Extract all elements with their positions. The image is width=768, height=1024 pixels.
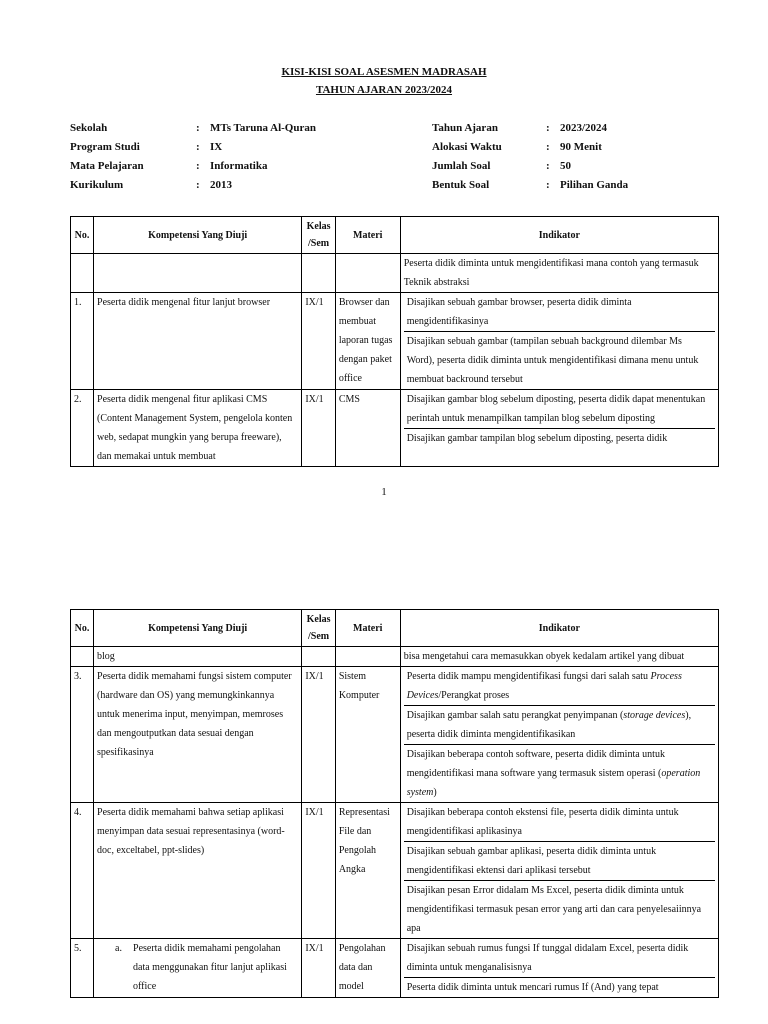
info-label: Sekolah: [70, 122, 108, 134]
col-header-kelas: [302, 610, 335, 647]
cell-no: 1.: [71, 293, 94, 390]
indikator-item: Disajikan gambar tampilan blog sebelum diposting, peserta didik: [406, 433, 668, 444]
cell-kompetensi: Peserta didik mengenal fitur lanjut browser: [94, 293, 302, 390]
info-row-sekolah: [70, 122, 410, 141]
col-header-kelas: [302, 217, 335, 254]
indikator-item: [404, 667, 715, 706]
indikator-item: Peserta didik diminta untuk mencari rumus If (And) yang tepat: [406, 982, 659, 993]
cell-kompetensi: Peserta didik memahami bahwa setiap aplikasi menyimpan data sesuai representasinya (word-doc, exceltabel, ppt-slides): [94, 803, 302, 939]
kelas-line-2: /Sem: [308, 238, 330, 249]
info-value: 90 Menit: [560, 141, 602, 153]
cell-kelas: IX/1: [302, 293, 335, 390]
cell-no: [71, 647, 94, 667]
col-header-kompetensi: Kompetensi Yang Diuji: [94, 610, 302, 647]
indikator-text: Disajikan gambar salah satu perangkat penyimpanan (: [406, 710, 624, 721]
col-header-materi: Materi: [335, 610, 400, 647]
cell-kompetensi: [94, 254, 302, 293]
info-row-jumlah-soal: [432, 160, 732, 179]
info-label: Kurikulum: [70, 179, 124, 191]
info-colon: :: [546, 122, 550, 134]
indikator-item: Disajikan beberapa contoh ekstensi file, peserta didik diminta untuk mengidentifikasi aplikasinya: [404, 803, 715, 842]
info-value: Informatika: [210, 160, 268, 172]
indikator-item: Disajikan gambar blog sebelum diposting, peserta didik dapat menentukan perintah untuk menampilkan tampilan blog sebelum diposting: [404, 390, 715, 429]
indikator-item: Disajikan pesan Error didalam Ms Excel, peserta didik diminta untuk mengidentifikasi termasuk pesan error yang arti dan cara penyelesaiinnya apa: [406, 885, 702, 934]
info-colon: :: [196, 141, 200, 153]
info-label: Tahun Ajaran: [432, 122, 498, 134]
info-value: 2023/2024: [560, 122, 608, 134]
col-header-no: No.: [71, 610, 94, 647]
info-row-mata-pelajaran: [70, 160, 410, 179]
cell-kelas: IX/1: [302, 667, 335, 803]
cell-kompetensi: [94, 939, 302, 998]
sub-item-marker: a.: [115, 943, 122, 954]
col-header-indikator: Indikator: [400, 217, 718, 254]
col-header-materi: Materi: [335, 217, 400, 254]
indikator-item: Disajikan sebuah gambar aplikasi, peserta didik diminta untuk mengidentifikasi ektensi dari aplikasi tersebut: [404, 842, 715, 881]
cell-kompetensi: Peserta didik mengenal fitur aplikasi CMS (Content Management System, pengelola konten web, sedapat mungkin yang berupa freeware), dan memakai untuk membuat: [94, 390, 302, 467]
page-number: 1: [381, 486, 387, 498]
info-row-kurikulum: [70, 179, 410, 198]
indikator-text: ): [433, 787, 437, 798]
info-colon: :: [546, 141, 550, 153]
table-row: [71, 667, 719, 803]
cell-no: 4.: [71, 803, 94, 939]
cell-kelas: [302, 647, 335, 667]
info-value: MTs Taruna Al-Quran: [210, 122, 316, 134]
cell-kelas: [302, 254, 335, 293]
kelas-line-1: Kelas: [306, 221, 331, 232]
info-label: Program Studi: [70, 141, 140, 153]
indikator-item: [404, 745, 715, 802]
col-header-kompetensi: Kompetensi Yang Diuji: [94, 217, 302, 254]
cell-kompetensi: blog: [94, 647, 302, 667]
info-value: Pilihan Ganda: [560, 179, 629, 191]
indikator-text: ), peserta didik diminta mengidentifikasikan: [406, 710, 692, 740]
cell-no: 3.: [71, 667, 94, 803]
info-label: Jumlah Soal: [432, 160, 491, 172]
table-row: [71, 939, 719, 998]
info-row-program-studi: [70, 141, 410, 160]
info-value: 2013: [210, 179, 232, 191]
info-label: Mata Pelajaran: [70, 160, 144, 172]
kelas-line-2: /Sem: [308, 631, 330, 642]
cell-indikator-group: [400, 667, 718, 803]
table-row: [71, 254, 719, 293]
cell-kelas: IX/1: [302, 803, 335, 939]
indikator-item: Disajikan sebuah gambar browser, peserta didik diminta mengidentifikasinya: [404, 293, 715, 332]
indikator-text: Disajikan beberapa contoh software, peserta didik diminta untuk mengidentifikasi mana software yang termasuk sistem operasi (: [406, 749, 665, 779]
academic-year-title: TAHUN AJARAN 2023/2024: [315, 84, 453, 96]
info-colon: :: [546, 160, 550, 172]
cell-materi: CMS: [335, 390, 400, 467]
col-header-no: No.: [71, 217, 94, 254]
indikator-italic-text: storage devices: [623, 710, 686, 721]
info-row-bentuk-soal: [432, 179, 732, 198]
indikator-item: Disajikan sebuah gambar (tampilan sebuah background dilembar Ms Word), peserta didik diminta untuk mengidentifikasi dimana menu untuk membuat backround tersebut: [406, 336, 699, 385]
info-left-block: [70, 122, 410, 198]
col-header-indikator: Indikator: [400, 610, 718, 647]
cell-indikator-group: [400, 293, 718, 390]
table-row: [71, 647, 719, 667]
info-label: Alokasi Waktu: [432, 141, 502, 153]
indikator-item: [404, 706, 715, 745]
cell-materi: Representasi File dan Pengolah Angka: [335, 803, 400, 939]
indikator-text: /Perangkat proses: [438, 690, 510, 701]
info-row-tahun-ajaran: [432, 122, 732, 141]
table-header-row: [71, 217, 719, 254]
cell-no: 5.: [71, 939, 94, 998]
cell-indikator: Peserta didik diminta untuk mengidentifikasi mana contoh yang termasuk Teknik abstraksi: [400, 254, 718, 293]
cell-no: [71, 254, 94, 293]
cell-materi: Sistem Komputer: [335, 667, 400, 803]
indikator-italic-text: Process Devices: [406, 671, 682, 701]
info-row-alokasi-waktu: [432, 141, 732, 160]
table-row: [71, 293, 719, 390]
table-header-row: [71, 610, 719, 647]
kisi-kisi-table-page-2: [70, 609, 719, 998]
info-label: Bentuk Soal: [432, 179, 490, 191]
indikator-italic-text: operation system: [406, 768, 701, 798]
cell-materi: [335, 254, 400, 293]
sub-item-text: Peserta didik memahami pengolahan data menggunakan fitur lanjut aplikasi office: [133, 943, 287, 992]
info-colon: :: [196, 160, 200, 172]
cell-no: 2.: [71, 390, 94, 467]
cell-kelas: IX/1: [302, 939, 335, 998]
sub-item: [97, 939, 298, 996]
kisi-kisi-table-page-1: [70, 216, 719, 467]
cell-kelas: IX/1: [302, 390, 335, 467]
table-row: [71, 390, 719, 467]
info-value: IX: [210, 141, 223, 153]
indikator-item: Disajikan sebuah rumus fungsi If tunggal didalam Excel, peserta didik diminta untuk menganalisisnya: [404, 939, 715, 978]
cell-indikator: bisa mengetahui cara memasukkan obyek kedalam artikel yang dibuat: [400, 647, 718, 667]
document-title: KISI-KISI SOAL ASESMEN MADRASAH: [281, 66, 487, 78]
info-colon: :: [546, 179, 550, 191]
indikator-text: Peserta didik mampu mengidentifikasi fungsi dari salah satu: [406, 671, 651, 682]
cell-kompetensi: Peserta didik memahami fungsi sistem computer (hardware dan OS) yang memungkinkannya untuk menerima input, menyimpan, memroses dan mengoutputkan data sesuai dengan spesifikasinya: [94, 667, 302, 803]
info-value: 50: [560, 160, 571, 172]
cell-indikator-group: [400, 803, 718, 939]
info-colon: :: [196, 179, 200, 191]
cell-materi: [335, 647, 400, 667]
info-right-block: [432, 122, 732, 198]
cell-indikator-group: [400, 390, 718, 467]
table-row: [71, 803, 719, 939]
kelas-line-1: Kelas: [306, 614, 331, 625]
cell-indikator-group: [400, 939, 718, 998]
cell-materi: Pengolahan data dan model: [335, 939, 400, 998]
cell-materi: Browser dan membuat laporan tugas dengan paket office: [335, 293, 400, 390]
info-colon: :: [196, 122, 200, 134]
